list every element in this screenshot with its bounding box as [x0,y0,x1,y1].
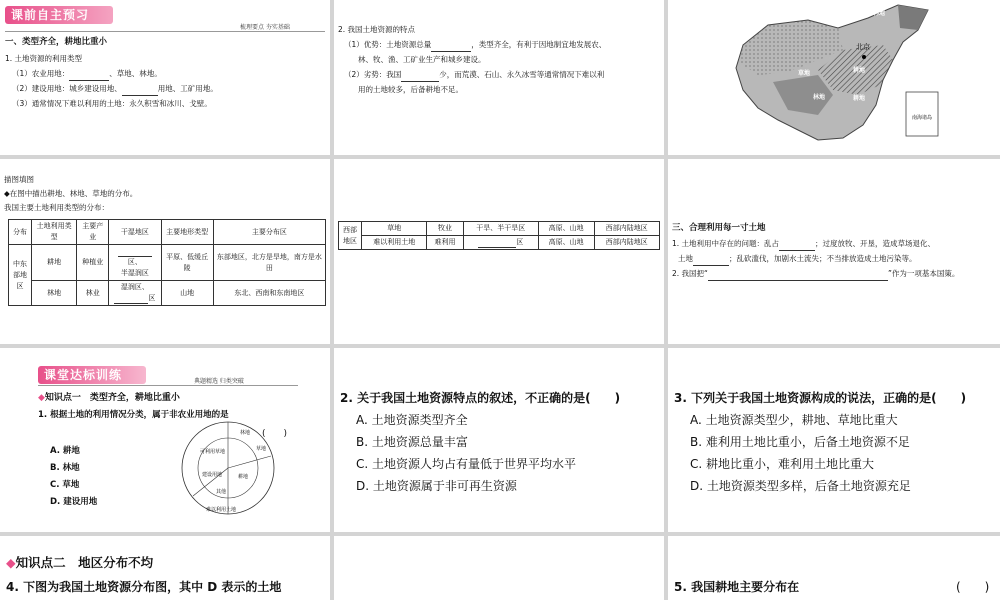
table-cell [463,236,538,250]
blank [118,246,152,257]
knowledge-point-2 [6,552,153,574]
panel-practice-5 [668,536,1000,600]
option-d: D. 土地资源类型多样，后备土地资源充足 [690,479,911,493]
table-cell: 干旱、半干旱区 [463,222,538,236]
panel-table-2 [334,159,664,344]
table-cell: 高原、山地 [538,236,594,250]
text-line2 [12,82,218,96]
table-cell-region: 西部地区 [339,222,362,250]
blank [431,41,471,52]
table-cell: 东部地区，北方是旱地，南方是水田 [213,245,325,281]
table-cell: 种植业 [77,245,109,281]
question-5: 5. 我国耕地主要分布在 [674,580,800,594]
blank [69,70,109,81]
beijing-marker [862,55,866,59]
option-a: A. 土地资源类型少，耕地、草地比重大 [690,413,898,427]
blank [708,270,888,281]
text-line1 [344,38,606,52]
table-cell: 牧业 [427,222,463,236]
table-cell: 耕地 [32,245,77,281]
text: 1. 土地利用中存在的问题：乱占 [672,239,780,248]
text-line1c: 林、牧、渔、工矿业生产和城乡建设。 [358,55,486,64]
text: 区 [516,238,524,246]
answer-paren: ( ) [956,580,990,594]
blank [478,237,516,248]
table-cell [109,245,161,281]
map-label: 林地 [873,10,886,17]
table-cell: 高原、山地 [538,222,594,236]
text: （1）农业用地： [12,69,70,78]
section-banner: 课堂达标训练 [38,366,146,384]
map-label: 草地 [798,70,811,77]
china-land-map [668,0,1000,155]
text: 区 [148,294,156,302]
answer-paren: ( ) [262,429,288,439]
option-c: C. 土地资源人均占有量低于世界平均水平 [356,457,577,471]
table-cell: 平原、低缓丘陵 [161,245,213,281]
south-sea-inset [906,92,938,136]
inset-label: 南海诸岛 [912,115,933,121]
text-item2: 2. 我国土地资源的特点 [338,25,416,34]
table-cell: 林地 [32,281,77,306]
text-item1: 1. 土地资源的利用类型 [5,54,83,63]
blank [693,255,729,266]
map-label: 林地 [813,94,826,101]
blank [122,85,158,96]
text: 土地 [678,254,693,263]
map-label: 耕地 [853,95,866,102]
panel-preview-3 [668,159,1000,344]
knowledge-point-1 [38,390,180,403]
table-header: 主要产业 [77,220,109,245]
text-t1: 描图填图 [4,175,34,184]
text: 湿润区、 [120,283,149,291]
land-use-table-west [338,221,660,250]
panel-practice-1 [0,348,330,532]
text: 知识点一 类型齐全，耕地比重小 [44,393,180,403]
option-b: B. 难利用土地比重小，后备土地资源不足 [690,435,910,449]
text: （1）优势：土地资源总量 [344,40,432,49]
divider [5,31,325,32]
text-line1 [12,67,162,81]
table-cell: 林业 [77,281,109,306]
panel-preview-1 [0,0,330,155]
text: 知识点二 地区分布不均 [15,555,154,570]
diamond-icon: ◆ [38,393,45,403]
table-header: 干湿地区 [109,220,161,245]
pie-label: 难以利用土地 [206,507,237,513]
blank [779,240,815,251]
pie-label: 耕地 [238,474,249,480]
table-row [9,281,326,306]
text: 2. 我国把“ [672,269,708,278]
table-row [339,236,660,250]
text: ；过度放牧、开垦，造成草场退化、 [815,239,936,248]
table-cell-region: 中东部地区 [9,245,32,306]
table-header-row [9,220,326,245]
text: 区、 [127,258,142,266]
panel-preview-2 [334,0,664,155]
section-banner: 课前自主预习 [5,6,113,24]
text-line2 [672,267,959,281]
question-1: 1. 根据土地的利用情况分类，属于非农业用地的是 [38,410,229,420]
pie-label: 草地 [256,446,267,452]
heading-3: 三、合理利用每一寸土地 [672,223,766,233]
option-a: A. 土地资源类型齐全 [356,413,468,427]
option-c: C. 草地 [50,480,80,490]
blank [401,71,439,82]
option-c: C. 耕地比重小，难利用土地比重大 [690,457,875,471]
text: 少，而荒漠、石山、永久冰雪等通常情况下难以利 [439,70,605,79]
text: ，类型齐全，有利于因地制宜地发展农、 [471,40,607,49]
table-cell: 山地 [161,281,213,306]
blank [114,293,148,304]
panel-practice-2 [334,348,664,532]
pie-label: 其他 [216,489,227,495]
panel-blank [334,536,664,600]
banner-subtitle: 典题精选 归类突破 [194,378,244,385]
table-cell: 草地 [362,222,427,236]
text: ；乱砍滥伐，加剧水土流失；不当排放造成土地污染等。 [729,254,917,263]
table-header: 主要分布区 [213,220,325,245]
pie-label: 林地 [240,430,251,436]
land-use-table [8,219,326,306]
panel-practice-4 [0,536,330,600]
option-b: B. 林地 [50,463,80,473]
map-label: 北京 [856,43,870,51]
table-header: 主要地形类型 [161,220,213,245]
text-line1 [672,237,935,251]
text: 半湿润区 [120,269,149,277]
text: （2）建设用地：城乡建设用地、 [12,84,122,93]
text: 用地、工矿用地。 [157,84,218,93]
pie-label: 建设用地 [202,472,223,478]
text-t2: ◆在图中描出耕地、林地、草地的分布。 [4,189,138,198]
map-label: 耕地 [853,67,866,74]
pie-label: 可利用草地 [200,449,226,455]
diamond-icon: ◆ [6,555,16,570]
table-cell: 难以利用土地 [362,236,427,250]
table-row [9,245,326,281]
text-line1c [678,252,917,266]
text: ”作为一项基本国策。 [887,269,960,278]
table-header: 分布 [9,220,32,245]
table-row [339,222,660,236]
panel-map [668,0,1000,155]
question-2: 2. 关于我国土地资源特点的叙述，不正确的是( ) [340,391,621,405]
banner-subtitle: 梳理要点 夯实基础 [240,24,290,31]
panel-practice-3 [668,348,1000,532]
table-cell [109,281,161,306]
option-b: B. 土地资源总量丰富 [356,435,468,449]
text-line2 [344,68,604,82]
option-a: A. 耕地 [50,446,80,456]
heading-1: 一、类型齐全，耕地比重小 [5,37,108,47]
option-d: D. 土地资源属于非可再生资源 [356,479,517,493]
option-d: D. 建设用地 [50,497,98,507]
text-line2c: 用的土地较多，后备耕地不足。 [358,85,463,94]
text: （2）劣势：我国 [344,70,402,79]
table-cell: 难利用 [427,236,463,250]
text-t3: 我国主要土地利用类型的分布： [4,203,109,212]
table-header: 土地利用类型 [32,220,77,245]
question-3: 3. 下列关于我国土地资源构成的说法，正确的是( ) [674,391,967,405]
table-cell: 东北、西南和东南地区 [213,281,325,306]
text: 、草地、林地。 [109,69,162,78]
table-cell: 西部内陆地区 [594,236,659,250]
text-line3: （3）通常情况下难以利用的土地：永久积雪和冰川、戈壁。 [12,99,212,108]
panel-table-1 [0,159,330,344]
divider [38,385,298,386]
land-use-pie-chart [178,418,278,518]
table-cell: 西部内陆地区 [594,222,659,236]
question-4: 4. 下图为我国土地资源分布图，其中 D 表示的土地 [6,580,282,594]
